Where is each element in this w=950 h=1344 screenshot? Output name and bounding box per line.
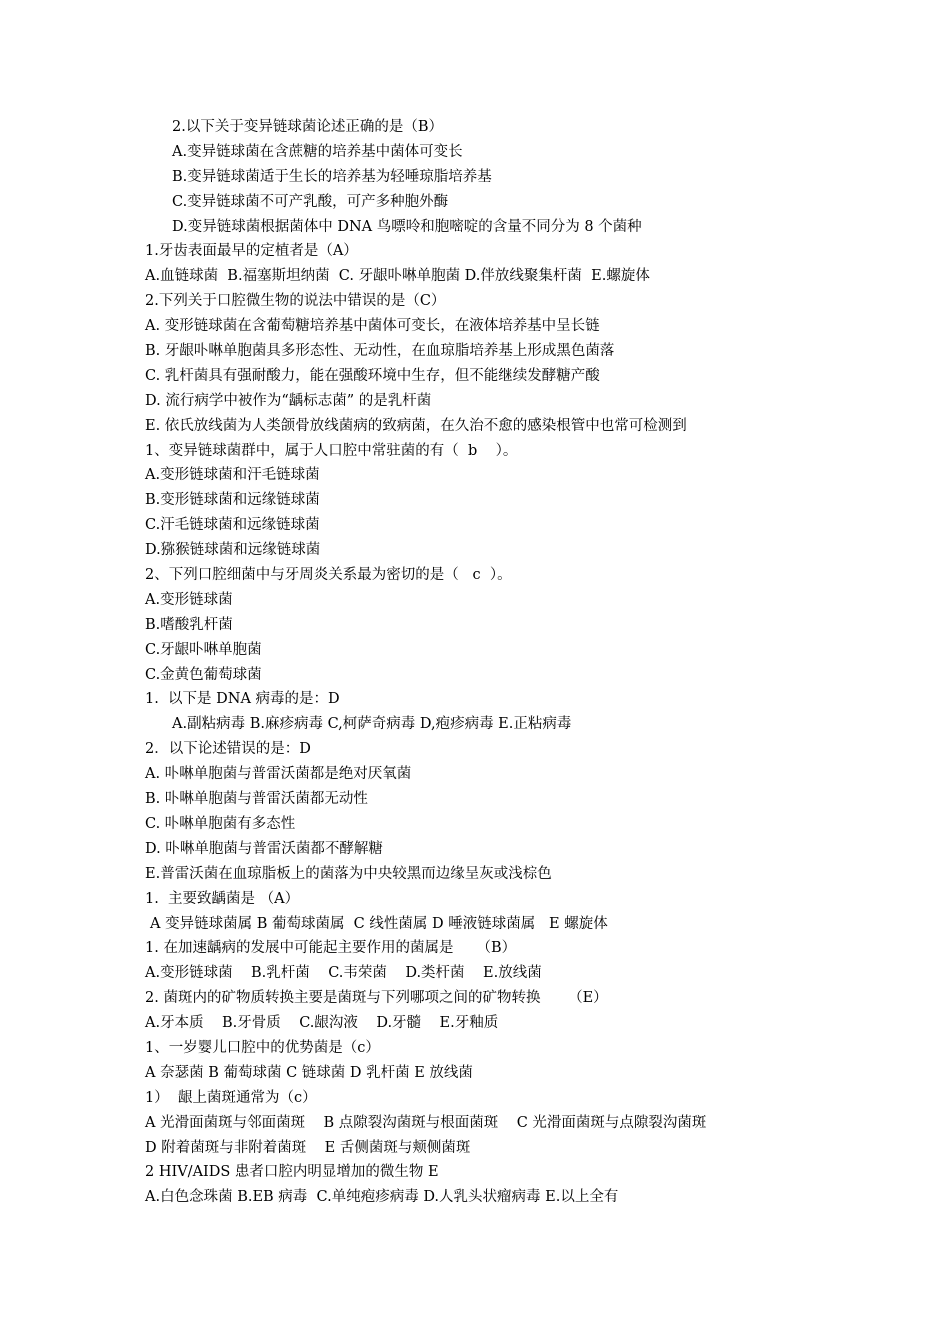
answer-option: C. 乳杆菌具有强耐酸力，能在强酸环境中生存，但不能继续发酵糖产酸 (145, 367, 600, 384)
question-stem: 1.牙齿表面最早的定植者是（A） (145, 243, 358, 260)
answer-option: D.猕猴链球菌和远缘链球菌 (145, 542, 321, 559)
answer-option: B.变异链球菌适于生长的培养基为轻唾琼脂培养基 (172, 168, 492, 185)
question-stem: 1、一岁婴儿口腔中的优势菌是（c） (145, 1039, 380, 1056)
answer-option: C.牙龈卟啉单胞菌 (145, 641, 262, 658)
answer-option: A.变形链球菌 (145, 591, 233, 608)
answer-option: A.副粘病毒 B.麻疹病毒 C,柯萨奇病毒 D,疱疹病毒 E.正粘病毒 (172, 716, 572, 733)
answer-option: A. 变形链球菌在含葡萄糖培养基中菌体可变长，在液体培养基中呈长链 (145, 318, 600, 335)
question-stem: 2.以下关于变异链球菌论述正确的是（B） (172, 119, 443, 135)
answer-option: E. 依氏放线菌为人类颌骨放线菌病的致病菌，在久治不愈的感染根管中也常可检测到 (145, 417, 687, 434)
answer-option: B.变形链球菌和远缘链球菌 (145, 492, 320, 509)
answer-option: A.变异链球菌在含蔗糖的培养基中菌体可变长 (172, 143, 463, 160)
answer-option: C. 卟啉单胞菌有多态性 (145, 815, 296, 832)
question-stem: 1、变异链球菌群中，属于人口腔中常驻菌的有（ b ）。 (145, 442, 518, 459)
answer-option: A.牙本质 B.牙骨质 C.龈沟液 D.牙髓 E.牙釉质 (145, 1015, 499, 1032)
answer-option: B.嗜酸乳杆菌 (145, 616, 233, 633)
answer-option: D.变异链球菌根据菌体中 DNA 鸟嘌呤和胞嘧啶的含量不同分为 8 个菌种 (172, 218, 642, 235)
question-stem: 1. 以下是 DNA 病毒的是：D (145, 691, 340, 708)
answer-option: C.变异链球菌不可产乳酸，可产多种胞外酶 (172, 193, 449, 210)
answer-option: A. 卟啉单胞菌与普雷沃菌都是绝对厌氧菌 (145, 766, 412, 783)
answer-option: D. 流行病学中被作为“龋标志菌” 的是乳杆菌 (145, 392, 432, 409)
document-page (0, 115, 950, 1210)
answer-option: A 光滑面菌斑与邻面菌斑 B 点隙裂沟菌斑与根面菌斑 C 光滑面菌斑与点隙裂沟菌斑 (145, 1114, 707, 1131)
answer-option: B. 卟啉单胞菌与普雷沃菌都无动性 (145, 791, 368, 808)
answer-option: A.血链球菌 B.福塞斯坦纳菌 C. 牙龈卟啉单胞菌 D.伴放线聚集杆菌 E.螺旋体 (145, 268, 650, 285)
question-stem: 1） 龈上菌斑通常为（c） (145, 1089, 317, 1106)
answer-option: D. 卟啉单胞菌与普雷沃菌都不酵解糖 (145, 840, 383, 857)
answer-option: A.白色念珠菌 B.EB 病毒 C.单纯疱疹病毒 D.人乳头状瘤病毒 E.以上全有 (145, 1189, 619, 1206)
answer-option: A.变形链球菌 B.乳杆菌 C.韦荣菌 D.类杆菌 E.放线菌 (145, 965, 542, 982)
question-stem: 2．以下论述错误的是：D (145, 741, 311, 758)
answer-option: E.普雷沃菌在血琼脂板上的菌落为中央较黑而边缘呈灰或浅棕色 (145, 865, 552, 882)
answer-option: C.金黄色葡萄球菌 (145, 666, 262, 683)
answer-option: D 附着菌斑与非附着菌斑 E 舌侧菌斑与颊侧菌斑 (145, 1139, 471, 1156)
question-stem: 1. 在加速龋病的发展中可能起主要作用的菌属是 （B） (145, 940, 517, 957)
question-stem: 2 HIV/AIDS 患者口腔内明显增加的微生物 E (145, 1164, 439, 1181)
answer-option: A 变异链球菌属 B 葡萄球菌属 C 线性菌属 D 唾液链球菌属 E 螺旋体 (150, 915, 608, 932)
question-stem: 2. 菌斑内的矿物质转换主要是菌斑与下列哪项之间的矿物转换 （E） (145, 990, 608, 1007)
answer-option: B. 牙龈卟啉单胞菌具多形态性、无动性，在血琼脂培养基上形成黑色菌落 (145, 343, 615, 360)
question-stem: 1. 主要致龋菌是 （A） (145, 890, 300, 907)
question-stem: 2、下列口腔细菌中与牙周炎关系最为密切的是（ c ）。 (145, 567, 512, 584)
answer-option: A.变形链球菌和汗毛链球菌 (145, 467, 320, 484)
answer-option: C.汗毛链球菌和远缘链球菌 (145, 517, 320, 534)
question-stem: 2.下列关于口腔微生物的说法中错误的是（C） (145, 293, 446, 310)
answer-option: A 奈瑟菌 B 葡萄球菌 C 链球菌 D 乳杆菌 E 放线菌 (145, 1064, 473, 1081)
